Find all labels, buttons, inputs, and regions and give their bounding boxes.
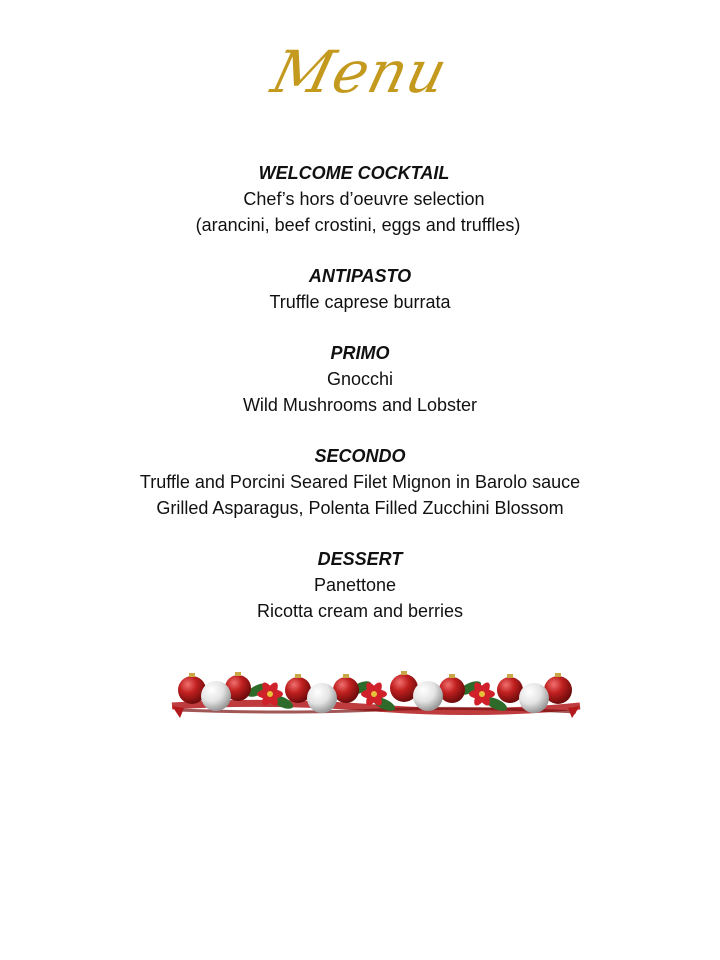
course-name: WELCOME COCKTAIL [258, 163, 450, 183]
menu-list [0, 160, 720, 624]
dish-item: Panettone [313, 575, 397, 595]
course-dessert [0, 546, 720, 624]
dish-item: Wild Mushrooms and Lobster [242, 395, 478, 415]
course-name: ANTIPASTO [308, 266, 412, 286]
course-primo [0, 340, 720, 418]
dish-item: Ricotta cream and berries [256, 601, 464, 621]
course-antipasto [0, 263, 720, 315]
course-secondo [0, 443, 720, 521]
dish-item: Truffle and Porcini Seared Filet Mignon in Barolo sauce [139, 472, 581, 492]
dish-item: Chef’s hors d’oeuvre selection [243, 189, 485, 209]
course-welcome-cocktail [0, 160, 720, 238]
course-name: DESSERT [317, 549, 403, 569]
christmas-garland-icon [170, 660, 582, 724]
dish-item: (arancini, beef crostini, eggs and truffles) [195, 215, 521, 235]
course-name: PRIMO [330, 343, 390, 363]
course-name: SECONDO [314, 446, 406, 466]
dish-item: Grilled Asparagus, Polenta Filled Zucchini Blossom [156, 498, 564, 518]
dish-item: Truffle caprese burrata [269, 292, 451, 312]
dish-item: Gnocchi [326, 369, 394, 389]
menu-title: Menu [265, 38, 455, 106]
